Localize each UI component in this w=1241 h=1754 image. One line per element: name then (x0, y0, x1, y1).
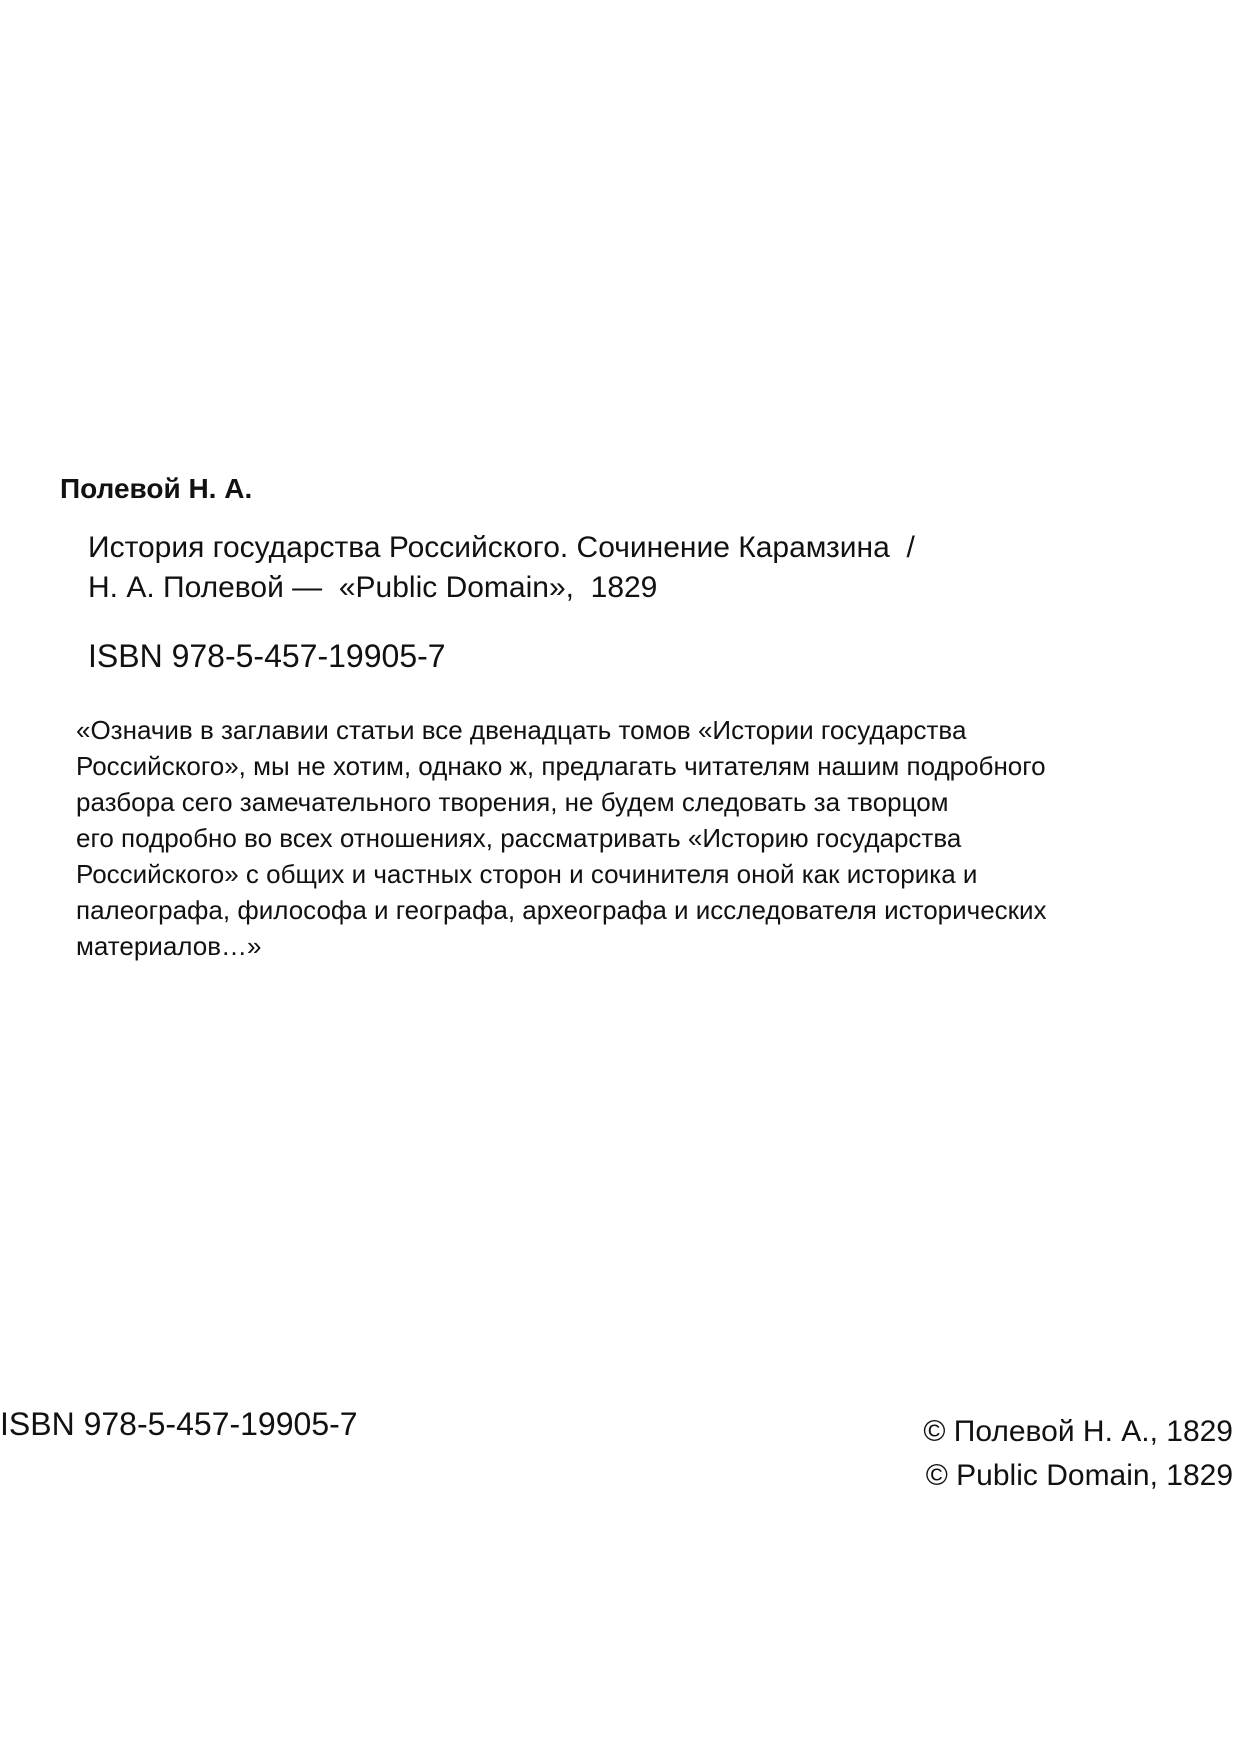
isbn-bottom: ISBN 978-5-457-19905-7 (0, 1406, 358, 1442)
author-name: Полевой Н. А. (60, 473, 253, 504)
isbn-main: ISBN 978-5-457-19905-7 (88, 638, 446, 674)
annotation-line: Российского», мы не хотим, однако ж, предлагать читателям нашим подробного (76, 751, 1046, 781)
annotation-line: палеографа, философа и географа, археографа и исследователя исторических (76, 895, 1047, 925)
bibliographic-publisher-line: Н. А. Полевой — «Public Domain», 1829 (88, 571, 658, 604)
copyright-block (923, 1410, 1233, 1498)
bibliographic-title-line: История государства Российского. Сочинение Карамзина / (88, 531, 915, 564)
annotation-line: разбора сего замечательного творения, не будем следовать за творцом (76, 787, 949, 817)
annotation-line: «Означив в заглавии статьи все двенадцать томов «Истории государства (76, 715, 967, 745)
bibliographic-entry (88, 528, 915, 608)
annotation-line: материалов…» (76, 931, 262, 961)
copyright-author: © Полевой Н. А., 1829 (923, 1415, 1233, 1448)
copyright-publisher: © Public Domain, 1829 (925, 1459, 1233, 1492)
annotation-line: его подробно во всех отношениях, рассматривать «Историю государства (76, 823, 962, 853)
annotation-line: Российского» с общих и частных сторон и сочинителя оной как историка и (76, 859, 978, 889)
annotation-text (76, 712, 1186, 964)
